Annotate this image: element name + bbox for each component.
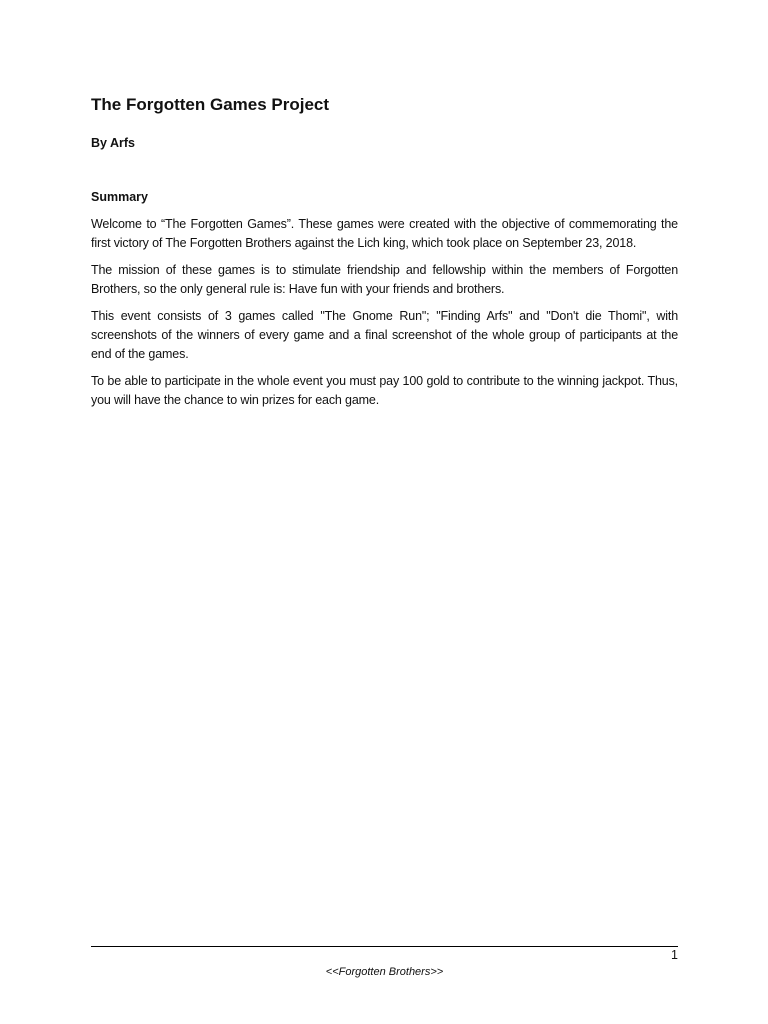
author-byline: By Arfs: [91, 136, 135, 150]
summary-heading: Summary: [91, 190, 148, 204]
footer-divider: [91, 946, 678, 947]
page-number: 1: [671, 948, 678, 962]
footer-text: <<Forgotten Brothers>>: [325, 966, 444, 978]
summary-paragraph-2: The mission of these games is to stimulate friendship and fellowship within the members of Forgotten Brothers, so the only general rule is: Have fun with your friends and brothers.: [91, 263, 678, 296]
document-title: The Forgotten Games Project: [91, 95, 330, 114]
page-body: [91, 94, 678, 418]
summary-paragraph-4: To be able to participate in the whole event you must pay 100 gold to contribute to the winning jackpot. Thus, you will have the chance to win prizes for each game.: [91, 374, 678, 407]
summary-paragraph-1: Welcome to “The Forgotten Games”. These games were created with the objective of commemorating the first victory of The Forgotten Brothers against the Lich king, which took place on September 23, 2018.: [91, 217, 678, 250]
summary-paragraph-3: This event consists of 3 games called "The Gnome Run"; "Finding Arfs" and "Don't die Thomi", with screenshots of the winners of every game and a final screenshot of the whole group of participants at the end of the games.: [91, 309, 678, 361]
